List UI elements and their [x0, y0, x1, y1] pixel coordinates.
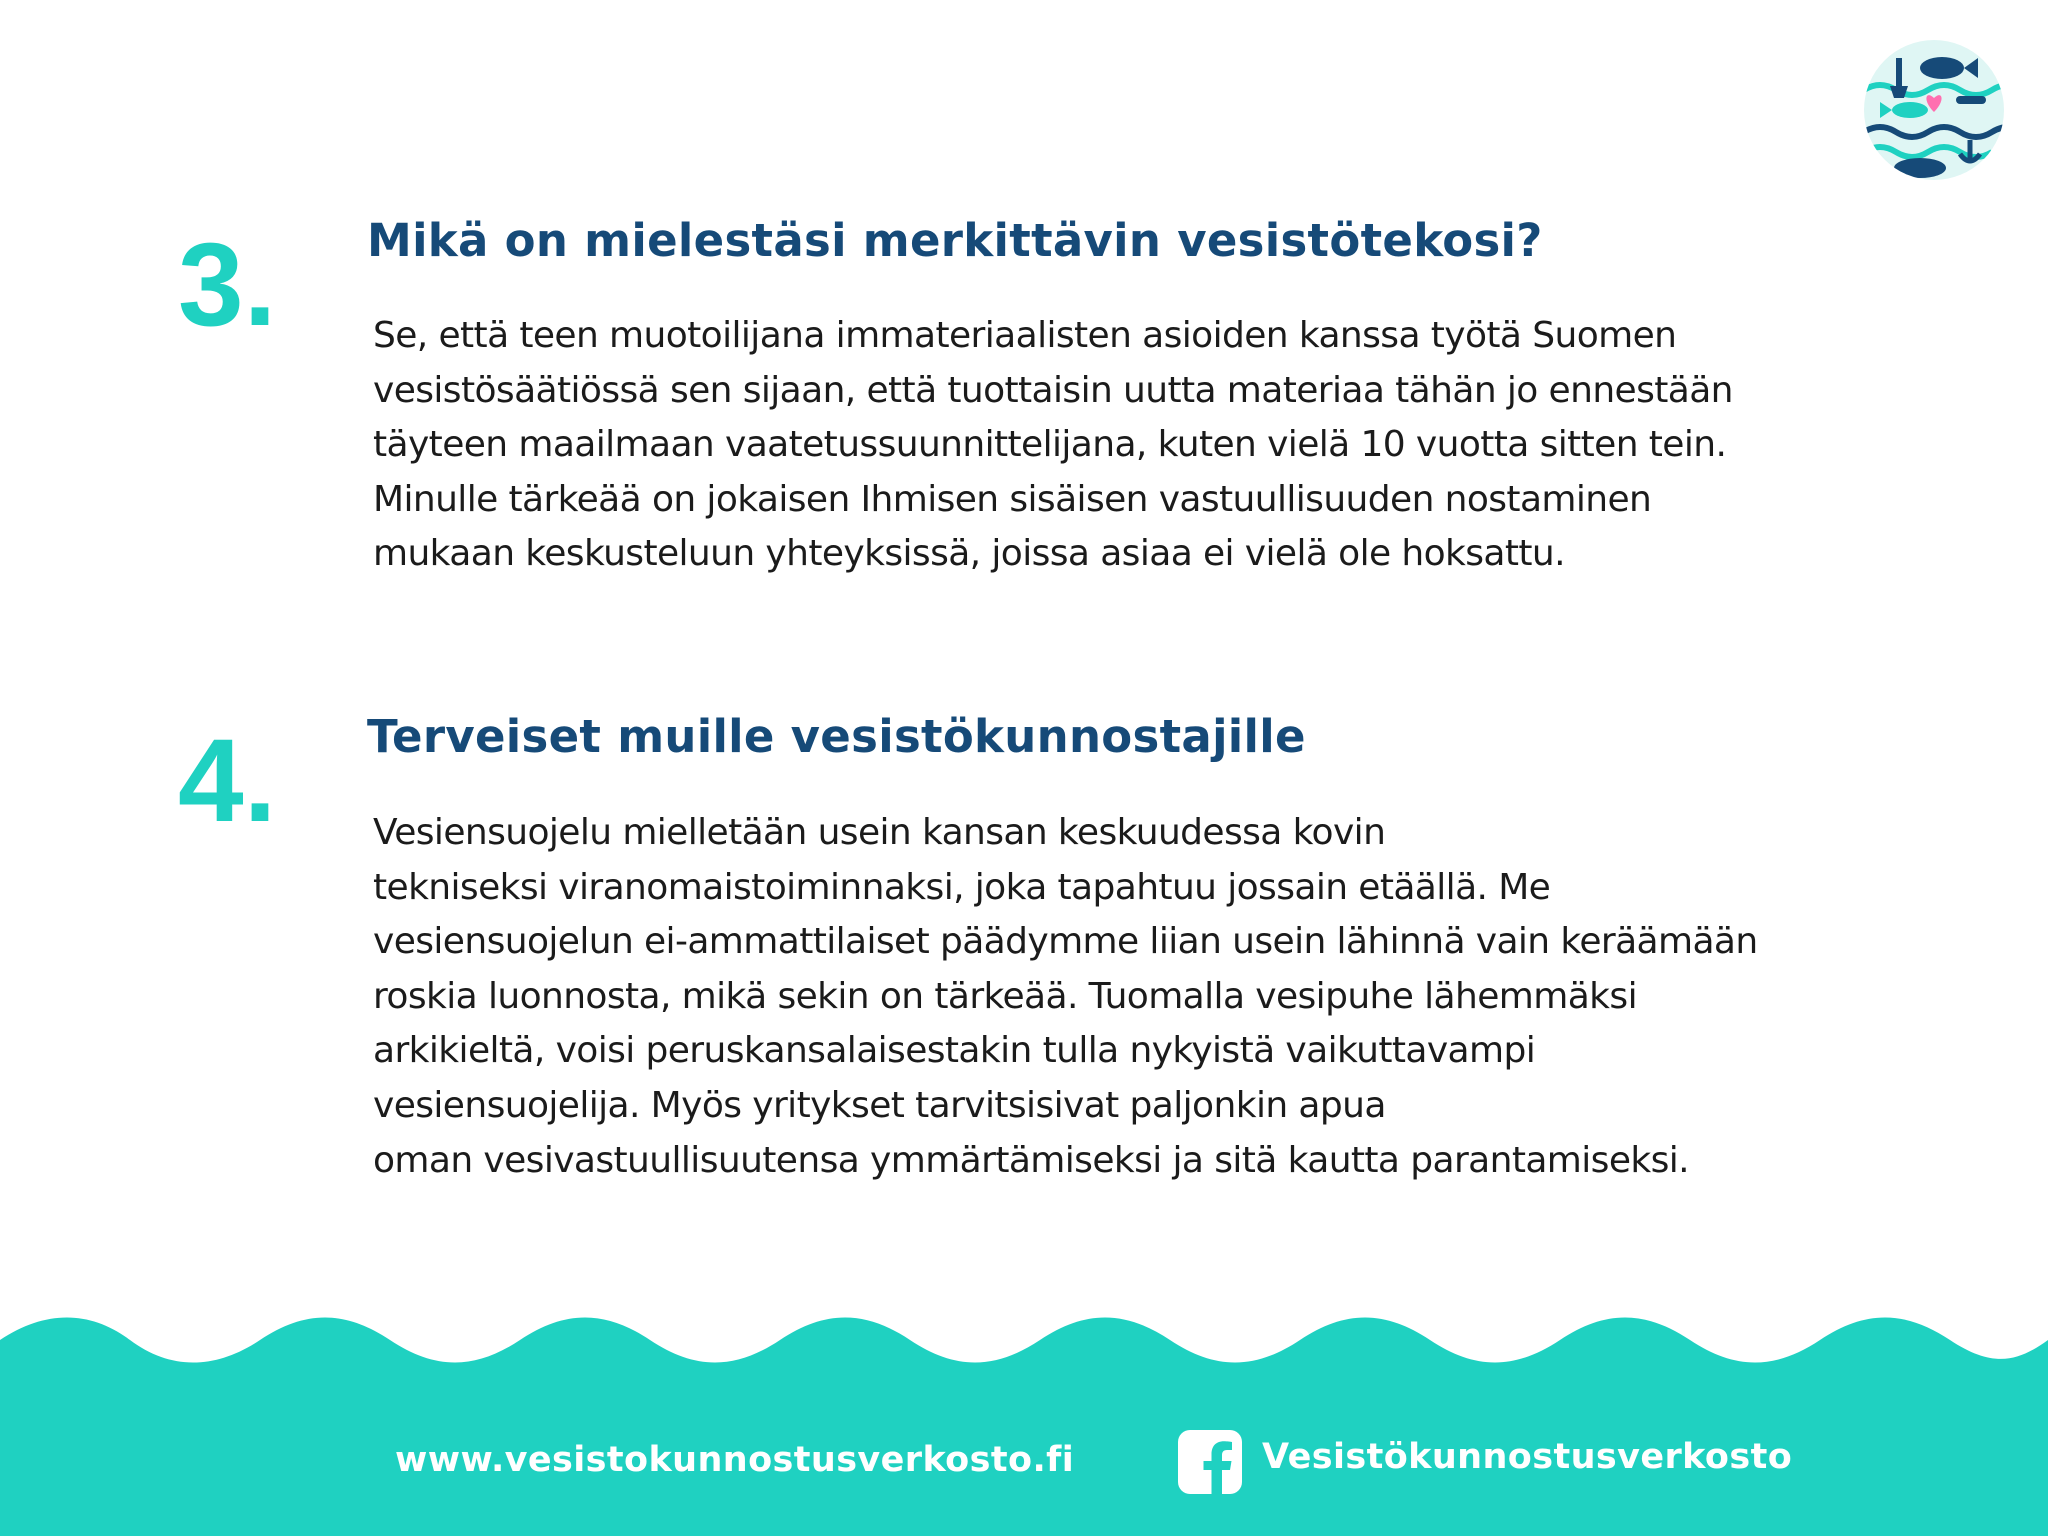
section-heading: Mikä on mielestäsi merkittävin vesistötekosi?: [367, 214, 1543, 267]
body-line: Vesiensuojelu mielletään usein kansan keskuudessa kovin: [373, 812, 1386, 853]
body-line: Se, että teen muotoilijana immateriaalisten asioiden kanssa työtä Suomen: [373, 315, 1677, 356]
body-line: oman vesivastuullisuutensa ymmärtämiseksi ja sitä kautta parantamiseksi.: [373, 1139, 1690, 1181]
section-body: [373, 309, 1853, 582]
water-circle-logo-icon: [1860, 36, 2008, 184]
body-line: mukaan keskusteluun yhteyksissä, joissa asiaa ei vielä ole hoksattu.: [373, 533, 1565, 575]
section-number: 3.: [178, 219, 277, 351]
body-line: täyteen maailmaan vaatetussuunnittelijana, kuten vielä 10 vuotta sitten tein.: [373, 424, 1727, 466]
body-line: tekniseksi viranomaistoiminnaksi, joka tapahtuu jossain etäällä. Me: [373, 866, 1551, 908]
body-line: vesistösäätiössä sen sijaan, että tuottaisin uutta materiaa tähän jo ennestään: [373, 369, 1733, 411]
wave-footer-background: [0, 1290, 2048, 1536]
facebook-page-link[interactable]: Vesistökunnostusverkosto: [1262, 1437, 1793, 1477]
section-body: [373, 806, 1853, 1188]
section-number: 4.: [178, 715, 277, 847]
facebook-icon[interactable]: [1178, 1430, 1242, 1494]
body-line: Minulle tärkeää on jokaisen Ihmisen sisäisen vastuullisuuden nostaminen: [373, 478, 1652, 520]
body-line: vesiensuojelija. Myös yritykset tarvitsisivat paljonkin apua: [373, 1084, 1386, 1126]
section-heading: Terveiset muille vesistökunnostajille: [367, 710, 1306, 763]
body-line: roskia luonnosta, mikä sekin on tärkeää. Tuomalla vesipuhe lähemmäksi: [373, 975, 1637, 1017]
body-line: vesiensuojelun ei-ammattilaiset päädymme liian usein lähinnä vain keräämään: [373, 921, 1758, 963]
website-link[interactable]: www.vesistokunnostusverkosto.fi: [395, 1440, 1075, 1480]
organization-logo: [1860, 36, 2008, 184]
body-line: arkikieltä, voisi peruskansalaisestakin tulla nykyistä vaikuttavampi: [373, 1030, 1536, 1072]
